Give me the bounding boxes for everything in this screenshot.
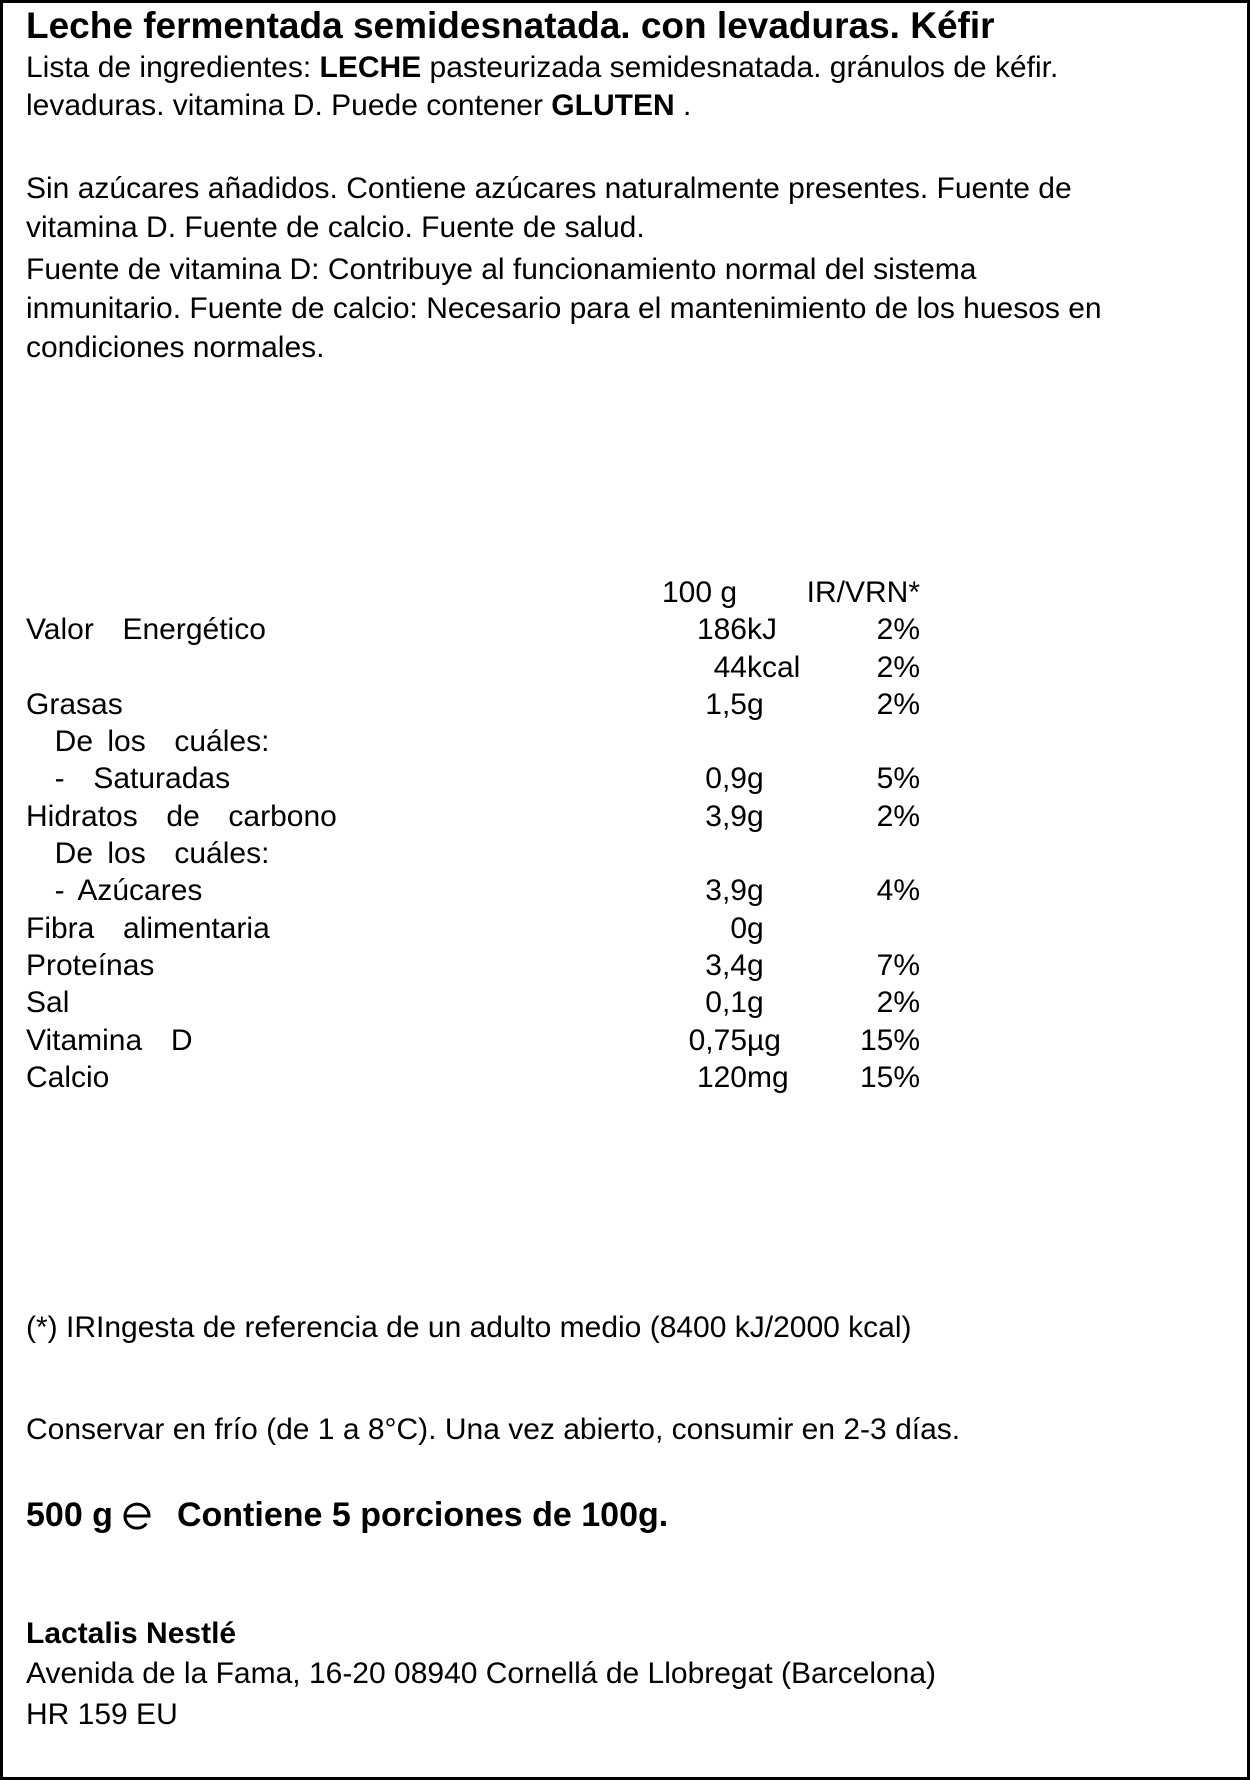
nutrition-row (26, 910, 926, 947)
nutrient-percent: 2% (876, 799, 920, 833)
ingredients-part-3: . (674, 89, 692, 122)
nutrient-label: Grasas (26, 687, 123, 721)
nutrition-table (26, 574, 926, 1096)
estimated-sign-icon (119, 1497, 155, 1533)
nutrition-row (26, 798, 926, 835)
nutrient-value: 0 (730, 911, 747, 945)
nutrition-row (26, 835, 926, 872)
nutrient-unit: g (747, 911, 764, 945)
nutrient-label: De los cuáles: (26, 837, 270, 871)
ingredients-part-1: pasteurizada semidesnatada. gránulos de kéfir. (421, 51, 1059, 84)
manufacturer-name: Lactalis Nestlé (26, 1617, 237, 1650)
nutrient-value: 120 (696, 1060, 747, 1094)
nutrient-unit: g (747, 762, 764, 796)
storage-instructions: Conservar en frío (de 1 a 8°C). Una vez abierto, consumir en 2-3 días. (26, 1413, 961, 1446)
nutrient-label: Proteínas (26, 948, 155, 982)
nutrient-label: Hidratos de carbono (26, 799, 337, 833)
nutrient-value: 0,9 (705, 762, 747, 796)
nutrient-value: 3,9 (705, 874, 747, 908)
nutrient-label: Fibra alimentaria (26, 911, 270, 945)
nutrition-row (26, 872, 926, 909)
nutrient-value: 0,1 (705, 986, 747, 1020)
ingredients-line-1 (26, 50, 1058, 86)
nutrition-header (26, 574, 926, 611)
nutrient-unit: g (747, 948, 764, 982)
allergen-gluten: GLUTEN (551, 89, 675, 122)
nutrient-percent: 4% (876, 874, 920, 908)
nutrient-value: 0,75 (688, 1023, 747, 1057)
claims-line-2: vitamina D. Fuente de calcio. Fuente de salud. (26, 211, 645, 244)
nutrient-unit: g (747, 874, 764, 908)
nutrition-row (26, 1059, 926, 1096)
product-title: Leche fermentada semidesnatada. con levaduras. Kéfir (26, 5, 995, 46)
nutrient-percent: 7% (876, 948, 920, 982)
claims-line-5: condiciones normales. (26, 331, 325, 364)
ingredients-prefix: Lista de ingredientes: (26, 51, 320, 84)
nutrient-label: Calcio (26, 1060, 110, 1094)
nutrient-value: 3,9 (705, 799, 747, 833)
nutrition-row (26, 611, 926, 648)
manufacturer-registry: HR 159 EU (26, 1698, 178, 1731)
nutrition-row (26, 649, 926, 686)
footnote: (*) IRIngesta de referencia de un adulto medio (8400 kJ/2000 kcal) (26, 1311, 912, 1344)
nutrient-label: - Saturadas (26, 762, 231, 796)
nutrient-percent: 2% (876, 986, 920, 1020)
nutrient-percent: 15% (859, 1023, 920, 1057)
net-portions: Contiene 5 porciones de 100g. (176, 1496, 669, 1534)
nutrient-percent: 2% (876, 650, 920, 684)
allergen-milk: LECHE (319, 51, 422, 84)
nutrient-percent: 15% (859, 1060, 920, 1094)
nutrient-unit: g (747, 799, 764, 833)
nutrition-row (26, 984, 926, 1021)
nutrient-value: 3,4 (705, 948, 747, 982)
nutrient-unit: g (747, 687, 764, 721)
nutrient-unit: g (747, 986, 764, 1020)
nutrient-label: Vitamina D (26, 1023, 193, 1057)
nutrition-row (26, 760, 926, 797)
nutrient-label: Valor Energético (26, 613, 266, 647)
header-per-100g: 100 g (662, 576, 738, 609)
claims-line-1: Sin azúcares añadidos. Contiene azúcares naturalmente presentes. Fuente de (26, 172, 1072, 205)
claims-line-3: Fuente de vitamina D: Contribuye al funcionamiento normal del sistema (26, 253, 977, 286)
nutrient-unit: µg (747, 1023, 781, 1057)
claims-line-4: inmunitario. Fuente de calcio: Necesario para el mantenimiento de los huesos en (26, 292, 1102, 325)
ingredients-part-2: levaduras. vitamina D. Puede contener (26, 89, 552, 122)
nutrient-label: De los cuáles: (26, 725, 270, 759)
nutrient-value: 44 (713, 650, 747, 684)
nutrient-percent: 2% (876, 687, 920, 721)
nutrient-percent: 5% (876, 762, 920, 796)
net-quantity: 500 g (26, 1496, 113, 1534)
header-reference-intake: IR/VRN* (806, 576, 920, 609)
nutrient-unit: kJ (747, 613, 777, 647)
nutrient-value: 1,5 (705, 687, 747, 721)
nutrition-row (26, 947, 926, 984)
nutrient-unit: mg (747, 1060, 789, 1094)
manufacturer-address: Avenida de la Fama, 16-20 08940 Cornellá de Llobregat (Barcelona) (26, 1657, 937, 1690)
nutrient-percent: 2% (876, 613, 920, 647)
nutrient-label: - Azúcares (26, 874, 203, 908)
nutrient-value: 186 (696, 613, 747, 647)
nutrition-row (26, 723, 926, 760)
nutrient-unit: kcal (747, 650, 801, 684)
nutrition-row (26, 686, 926, 723)
nutrition-row (26, 1022, 926, 1059)
ingredients-line-2 (26, 88, 691, 124)
net-content (26, 1494, 668, 1536)
nutrient-label: Sal (26, 986, 70, 1020)
